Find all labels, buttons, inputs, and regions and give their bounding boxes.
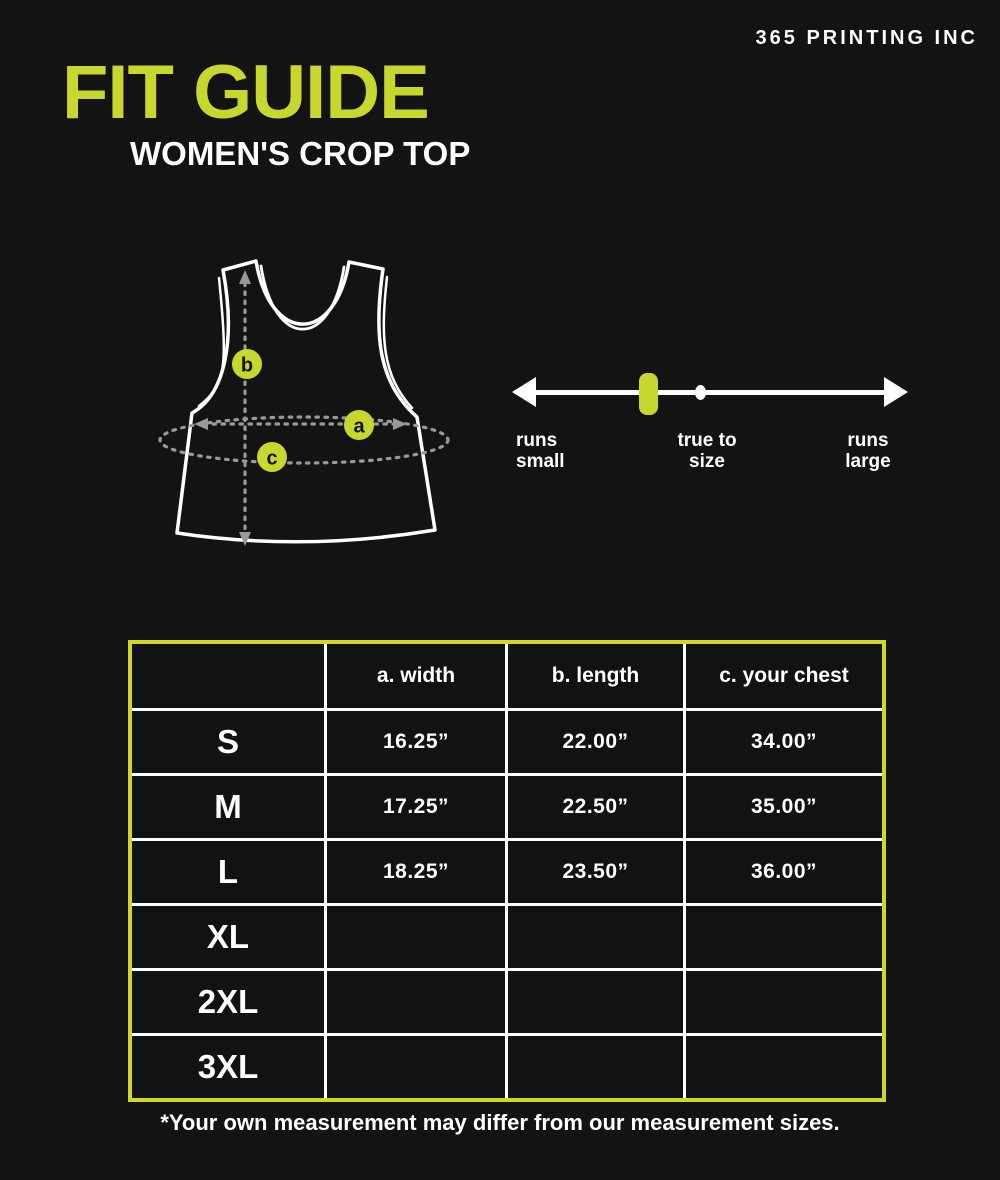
measurement-guides xyxy=(160,283,448,533)
measurement-disclaimer: *Your own measurement may differ from our measurement sizes. xyxy=(160,1110,840,1135)
marker-b-label: b xyxy=(240,354,254,377)
table-cell: 23.50” xyxy=(508,841,683,903)
table-cell: 22.50” xyxy=(508,776,683,838)
size-label: 3XL xyxy=(132,1036,324,1098)
page-subtitle: WOMEN'S CROP TOP xyxy=(130,135,471,172)
table-cell: 18.25” xyxy=(327,841,505,903)
brand-name: 365 PRINTING INC xyxy=(755,27,978,49)
marker-c xyxy=(257,442,287,472)
table-cell xyxy=(686,1036,882,1098)
true-to-size-dot-icon xyxy=(695,385,706,400)
table-cell xyxy=(686,971,882,1033)
table-cell: 16.25” xyxy=(327,711,505,773)
table-cell xyxy=(686,906,882,968)
size-label: S xyxy=(132,711,324,773)
column-header-width: a. width xyxy=(327,644,505,708)
table-cell: 34.00” xyxy=(686,711,882,773)
fit-position-marker xyxy=(639,373,658,415)
table-cell xyxy=(327,906,505,968)
size-label: L xyxy=(132,841,324,903)
table-cell: 35.00” xyxy=(686,776,882,838)
marker-a xyxy=(344,410,374,440)
marker-c-label: c xyxy=(266,447,278,470)
scale-arrow-right-icon xyxy=(884,377,908,407)
size-label: M xyxy=(132,776,324,838)
marker-a-label: a xyxy=(353,415,365,438)
tank-outline xyxy=(177,261,435,542)
scale-line xyxy=(530,390,888,395)
table-cell: 36.00” xyxy=(686,841,882,903)
page-title: FIT GUIDE xyxy=(62,50,429,135)
table-cell xyxy=(508,971,683,1033)
size-table xyxy=(128,640,886,1102)
table-cell: 22.00” xyxy=(508,711,683,773)
table-cell xyxy=(327,971,505,1033)
guide-arrowheads xyxy=(194,270,407,546)
table-corner-cell xyxy=(132,644,324,708)
column-header-length: b. length xyxy=(508,644,683,708)
column-header-chest: c. your chest xyxy=(686,644,882,708)
scale-label-runs-small: runs small xyxy=(516,430,565,472)
table-cell xyxy=(327,1036,505,1098)
table-cell: 17.25” xyxy=(327,776,505,838)
crop-top-diagram xyxy=(140,248,454,552)
scale-label-true-to-size: true to size xyxy=(677,430,737,472)
table-cell xyxy=(508,1036,683,1098)
scale-label-runs-large: runs large xyxy=(845,430,891,472)
size-label: XL xyxy=(132,906,324,968)
marker-b xyxy=(232,349,262,379)
size-label: 2XL xyxy=(132,971,324,1033)
table-cell xyxy=(508,906,683,968)
